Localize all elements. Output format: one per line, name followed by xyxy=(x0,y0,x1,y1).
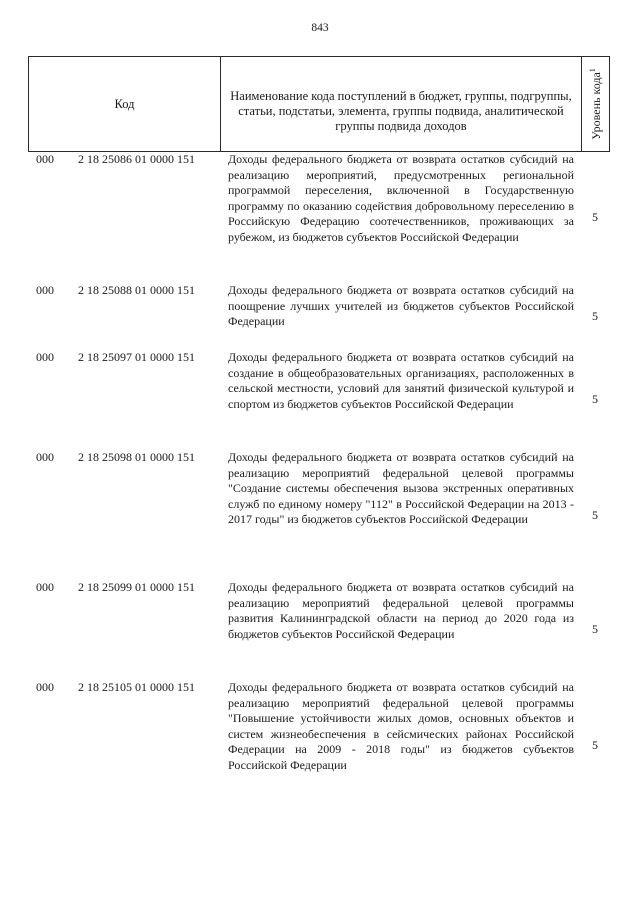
row-code: 2 18 25098 01 0000 151 xyxy=(78,450,195,464)
row-group: 000 xyxy=(36,580,54,594)
row-level: 5 xyxy=(592,392,598,406)
page-number: 843 xyxy=(311,22,329,34)
row-level: 5 xyxy=(592,508,598,522)
header-level-footnote: 1 xyxy=(588,68,598,73)
row-code: 2 18 25105 01 0000 151 xyxy=(78,680,195,694)
row-group: 000 xyxy=(36,283,54,297)
row-level: 5 xyxy=(592,309,598,323)
row-group: 000 xyxy=(36,350,54,364)
header-code: Код xyxy=(114,96,135,111)
header-level-label: Уровень кода xyxy=(589,72,604,140)
row-name: Доходы федерального бюджета от возврата остатков субсидий на реализацию мероприятий федеральной целевой программы "Повышение устойчивости жилых домов, основных объектов и систем жизнеобеспечения в сейсмических районах Российской Федерации на 2009 - 2018 годы" из бюджетов субъектов Российской Федерации xyxy=(228,680,574,772)
row-group: 000 xyxy=(36,450,54,464)
row-name: Доходы федерального бюджета от возврата остатков субсидий на создание в общеобразовательных организациях, расположенных в сельской местности, условий для занятий физической культурой и спортом из бюджетов субъектов Российской Федерации xyxy=(228,350,574,411)
row-level: 5 xyxy=(592,622,598,636)
row-code: 2 18 25086 01 0000 151 xyxy=(78,152,195,166)
row-code: 2 18 25088 01 0000 151 xyxy=(78,283,195,297)
header-level-text xyxy=(588,68,604,140)
row-name: Доходы федерального бюджета от возврата остатков субсидий на реализацию мероприятий федеральной целевой программы развития Калининградской области на период до 2020 года из бюджетов субъектов Российской Федерации xyxy=(228,580,574,641)
row-name: Доходы федерального бюджета от возврата остатков субсидий на реализацию мероприятий федеральной целевой программы "Создание системы обеспечения вызова экстренных оперативных служб по единому номеру "112" в Российской Федерации на 2013 - 2017 годы" из бюджетов субъектов Российской Федерации xyxy=(228,450,574,526)
row-name: Доходы федерального бюджета от возврата остатков субсидий на реализацию мероприятий, предусмотренных региональной программой переселения, включенной в Государственную программу по оказанию содействия добровольному переселению в Российскую Федерацию соотечественников, проживающих за рубежом, из бюджетов субъектов Российской Федерации xyxy=(228,152,574,244)
row-group: 000 xyxy=(36,680,54,694)
header-level xyxy=(582,57,610,151)
row-code: 2 18 25097 01 0000 151 xyxy=(78,350,195,364)
row-level: 5 xyxy=(592,210,598,224)
header-name: Наименование кода поступлений в бюджет, группы, подгруппы, статьи, подстатьи, элемента, группы подвида, аналитической группы подвида доходов xyxy=(230,88,572,133)
row-name: Доходы федерального бюджета от возврата остатков субсидий на поощрение лучших учителей из бюджетов субъектов Российской Федерации xyxy=(228,283,574,328)
row-code: 2 18 25099 01 0000 151 xyxy=(78,580,195,594)
table-header xyxy=(28,56,610,152)
row-group: 000 xyxy=(36,152,54,166)
row-level: 5 xyxy=(592,738,598,752)
